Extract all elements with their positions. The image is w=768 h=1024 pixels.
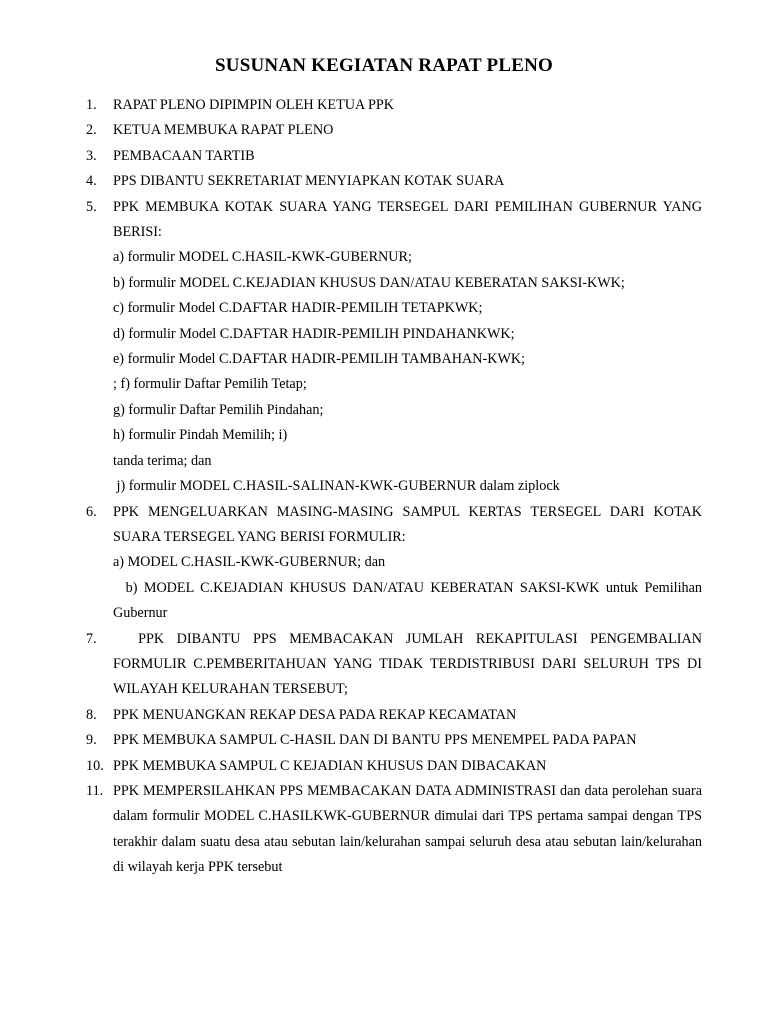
list-item-number: 6. [86,503,97,520]
activity-list [86,93,706,881]
list-item-subpoint: a) formulir MODEL C.HASIL-KWK-GUBERNUR; [113,249,412,266]
list-item-number: 10. [86,757,104,774]
list-item-subpoint: g) formulir Daftar Pemilih Pindahan; [113,401,324,418]
list-item-text: PPK MEMBUKA SAMPUL C-HASIL DAN DI BANTU PPS MENEMPEL PADA PAPAN [113,732,637,749]
list-item-text: PPK DIBANTU PPS MEMBACAKAN JUMLAH REKAPITULASI PENGEMBALIAN FORMULIR C.PEMBERITAHUAN YANG TIDAK TERDISTRIBUSI DARI SELURUH TPS DI WILAYAH KELURAHAN TERSEBUT; [113,630,706,698]
list-item [86,195,706,500]
list-item [86,500,706,627]
list-item-number: 3. [86,147,97,164]
list-item-subpoint: e) formulir Model C.DAFTAR HADIR-PEMILIH TAMBAHAN-KWK; [113,351,526,368]
list-item-subpoint: b) formulir MODEL C.KEJADIAN KHUSUS DAN/ATAU KEBERATAN SAKSI-KWK; [113,274,625,291]
list-item-subpoint: a) MODEL C.HASIL-KWK-GUBERNUR; dan [113,554,386,571]
list-item-subpoint: c) formulir Model C.DAFTAR HADIR-PEMILIH TETAPKWK; [113,300,483,317]
list-item-text: PPK MEMPERSILAHKAN PPS MEMBACAKAN DATA ADMINISTRASI dan data perolehan suara dalam formulir MODEL C.HASILKWK-GUBERNUR dimulai dari TPS pertama sampai dengan TPS terakhir dalam suatu desa atau sebutan lain/kelurahan sampai seluruh desa atau sebutan lain/kelurahan di wilayah kerja PPK tersebut [113,782,706,876]
list-item-text: PPK MEMBUKA KOTAK SUARA YANG TERSEGEL DARI PEMILIHAN GUBERNUR YANG BERISI: [113,198,706,241]
list-item-number: 1. [86,97,97,113]
list-item [86,728,702,753]
list-item [86,144,702,169]
list-item-text: PPK MENGELUARKAN MASING-MASING SAMPUL KERTAS TERSEGEL DARI KOTAK SUARA TERSEGEL YANG BERISI FORMULIR: [113,503,706,545]
list-item-text: PPK MEMBUKA SAMPUL C KEJADIAN KHUSUS DAN DIBACAKAN [113,757,547,774]
list-item-text: RAPAT PLENO DIPIMPIN OLEH KETUA PPK [113,97,395,113]
list-item [86,118,702,143]
list-item-subpoint: d) formulir Model C.DAFTAR HADIR-PEMILIH PINDAHANKWK; [113,325,515,342]
list-item-number: 8. [86,706,97,723]
list-item-subpoint: b) MODEL C.KEJADIAN KHUSUS DAN/ATAU KEBERATAN SAKSI-KWK untuk Pemilihan Gubernur [113,579,706,622]
list-item [86,779,706,881]
list-item-text: PEMBACAAN TARTIB [113,147,255,164]
list-item-subpoint: j) formulir MODEL C.HASIL-SALINAN-KWK-GUBERNUR dalam ziplock [113,478,560,495]
document-title: SUSUNAN KEGIATAN RAPAT PLENO [215,55,553,76]
list-item-number: 9. [86,732,97,749]
list-item-number: 11. [86,782,104,799]
list-item-number: 5. [86,198,97,215]
list-item-text: PPK MENUANGKAN REKAP DESA PADA REKAP KECAMATAN [113,706,517,723]
list-item-number: 7. [86,630,97,647]
list-item [86,93,702,118]
list-item-text: PPS DIBANTU SEKRETARIAT MENYIAPKAN KOTAK SUARA [113,173,505,190]
list-item-text: KETUA MEMBUKA RAPAT PLENO [113,122,334,139]
list-item-subpoint: ; f) formulir Daftar Pemilih Tetap; [113,376,307,393]
list-item-subpoint: tanda terima; dan [113,452,212,469]
list-item [86,169,702,194]
list-item-number: 2. [86,122,97,139]
list-item-subpoint: h) formulir Pindah Memilih; i) [113,427,288,444]
list-item [86,627,706,703]
list-item [86,703,702,728]
list-item-number: 4. [86,173,97,190]
list-item [86,754,702,779]
